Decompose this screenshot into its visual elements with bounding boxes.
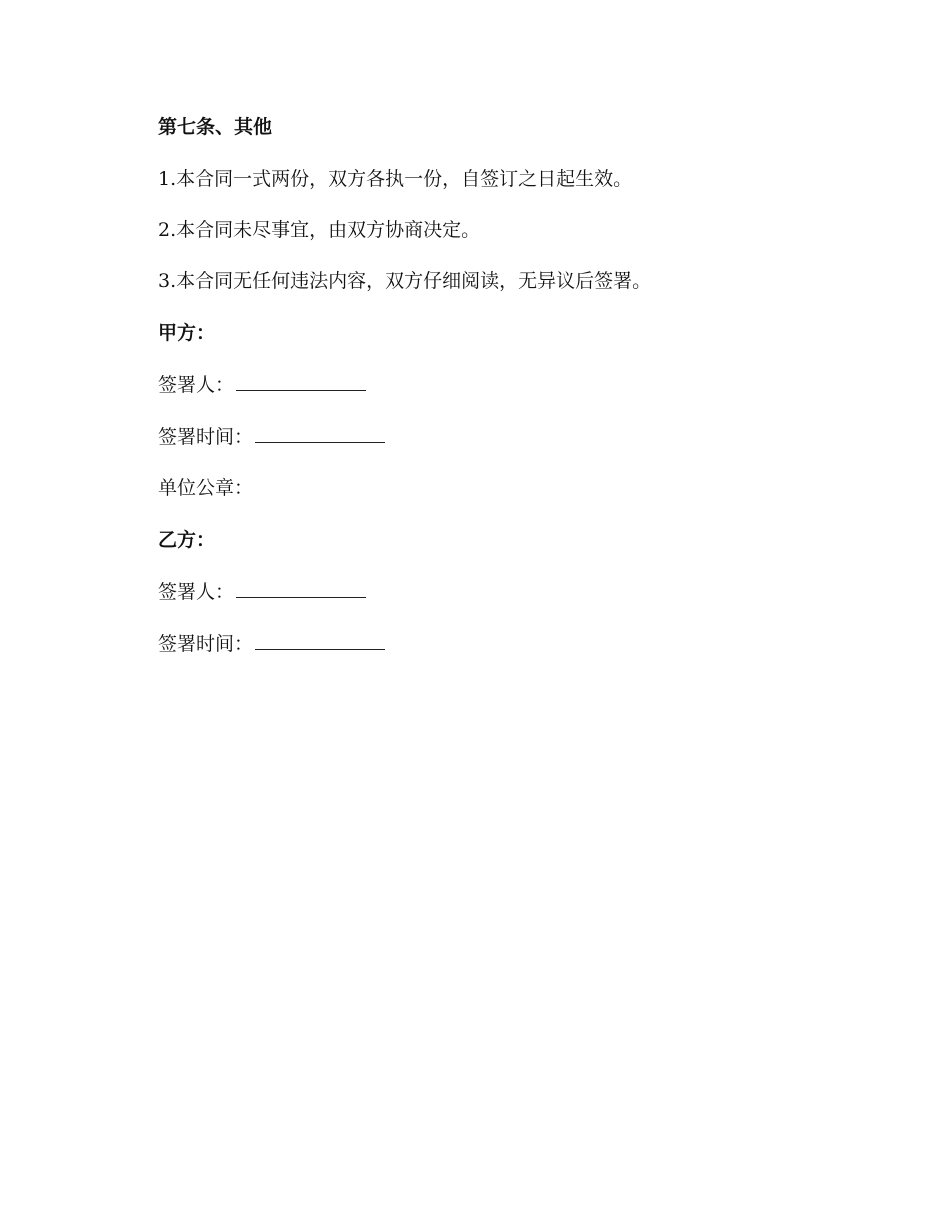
party-a-signer-label: 签署人： [158,374,235,396]
party-b-time-label: 签署时间： [158,633,254,655]
article-item-3: 3.本合同无任何违法内容，双方仔细阅读，无异议后签署。 [158,270,652,292]
party-b-heading: 乙方： [158,529,216,551]
article-heading: 第七条、其他 [158,116,273,138]
article-item-1: 1.本合同一式两份，双方各执一份，自签订之日起生效。 [158,168,633,190]
party-b-time-blank [255,631,385,650]
article-item-2: 2.本合同未尽事宜，由双方协商决定。 [158,219,481,241]
party-b-signer-label: 签署人： [158,581,235,603]
party-a-time-row [158,424,385,450]
party-b-signer-row [158,579,366,605]
party-a-signer-blank [236,372,366,391]
party-a-time-label: 签署时间： [158,426,254,448]
party-a-heading: 甲方： [158,322,216,344]
party-a-time-blank [255,424,385,443]
party-a-seal-label: 单位公章： [158,477,254,499]
party-b-signer-blank [236,579,366,598]
party-b-time-row [158,631,385,657]
party-a-signer-row [158,372,366,398]
